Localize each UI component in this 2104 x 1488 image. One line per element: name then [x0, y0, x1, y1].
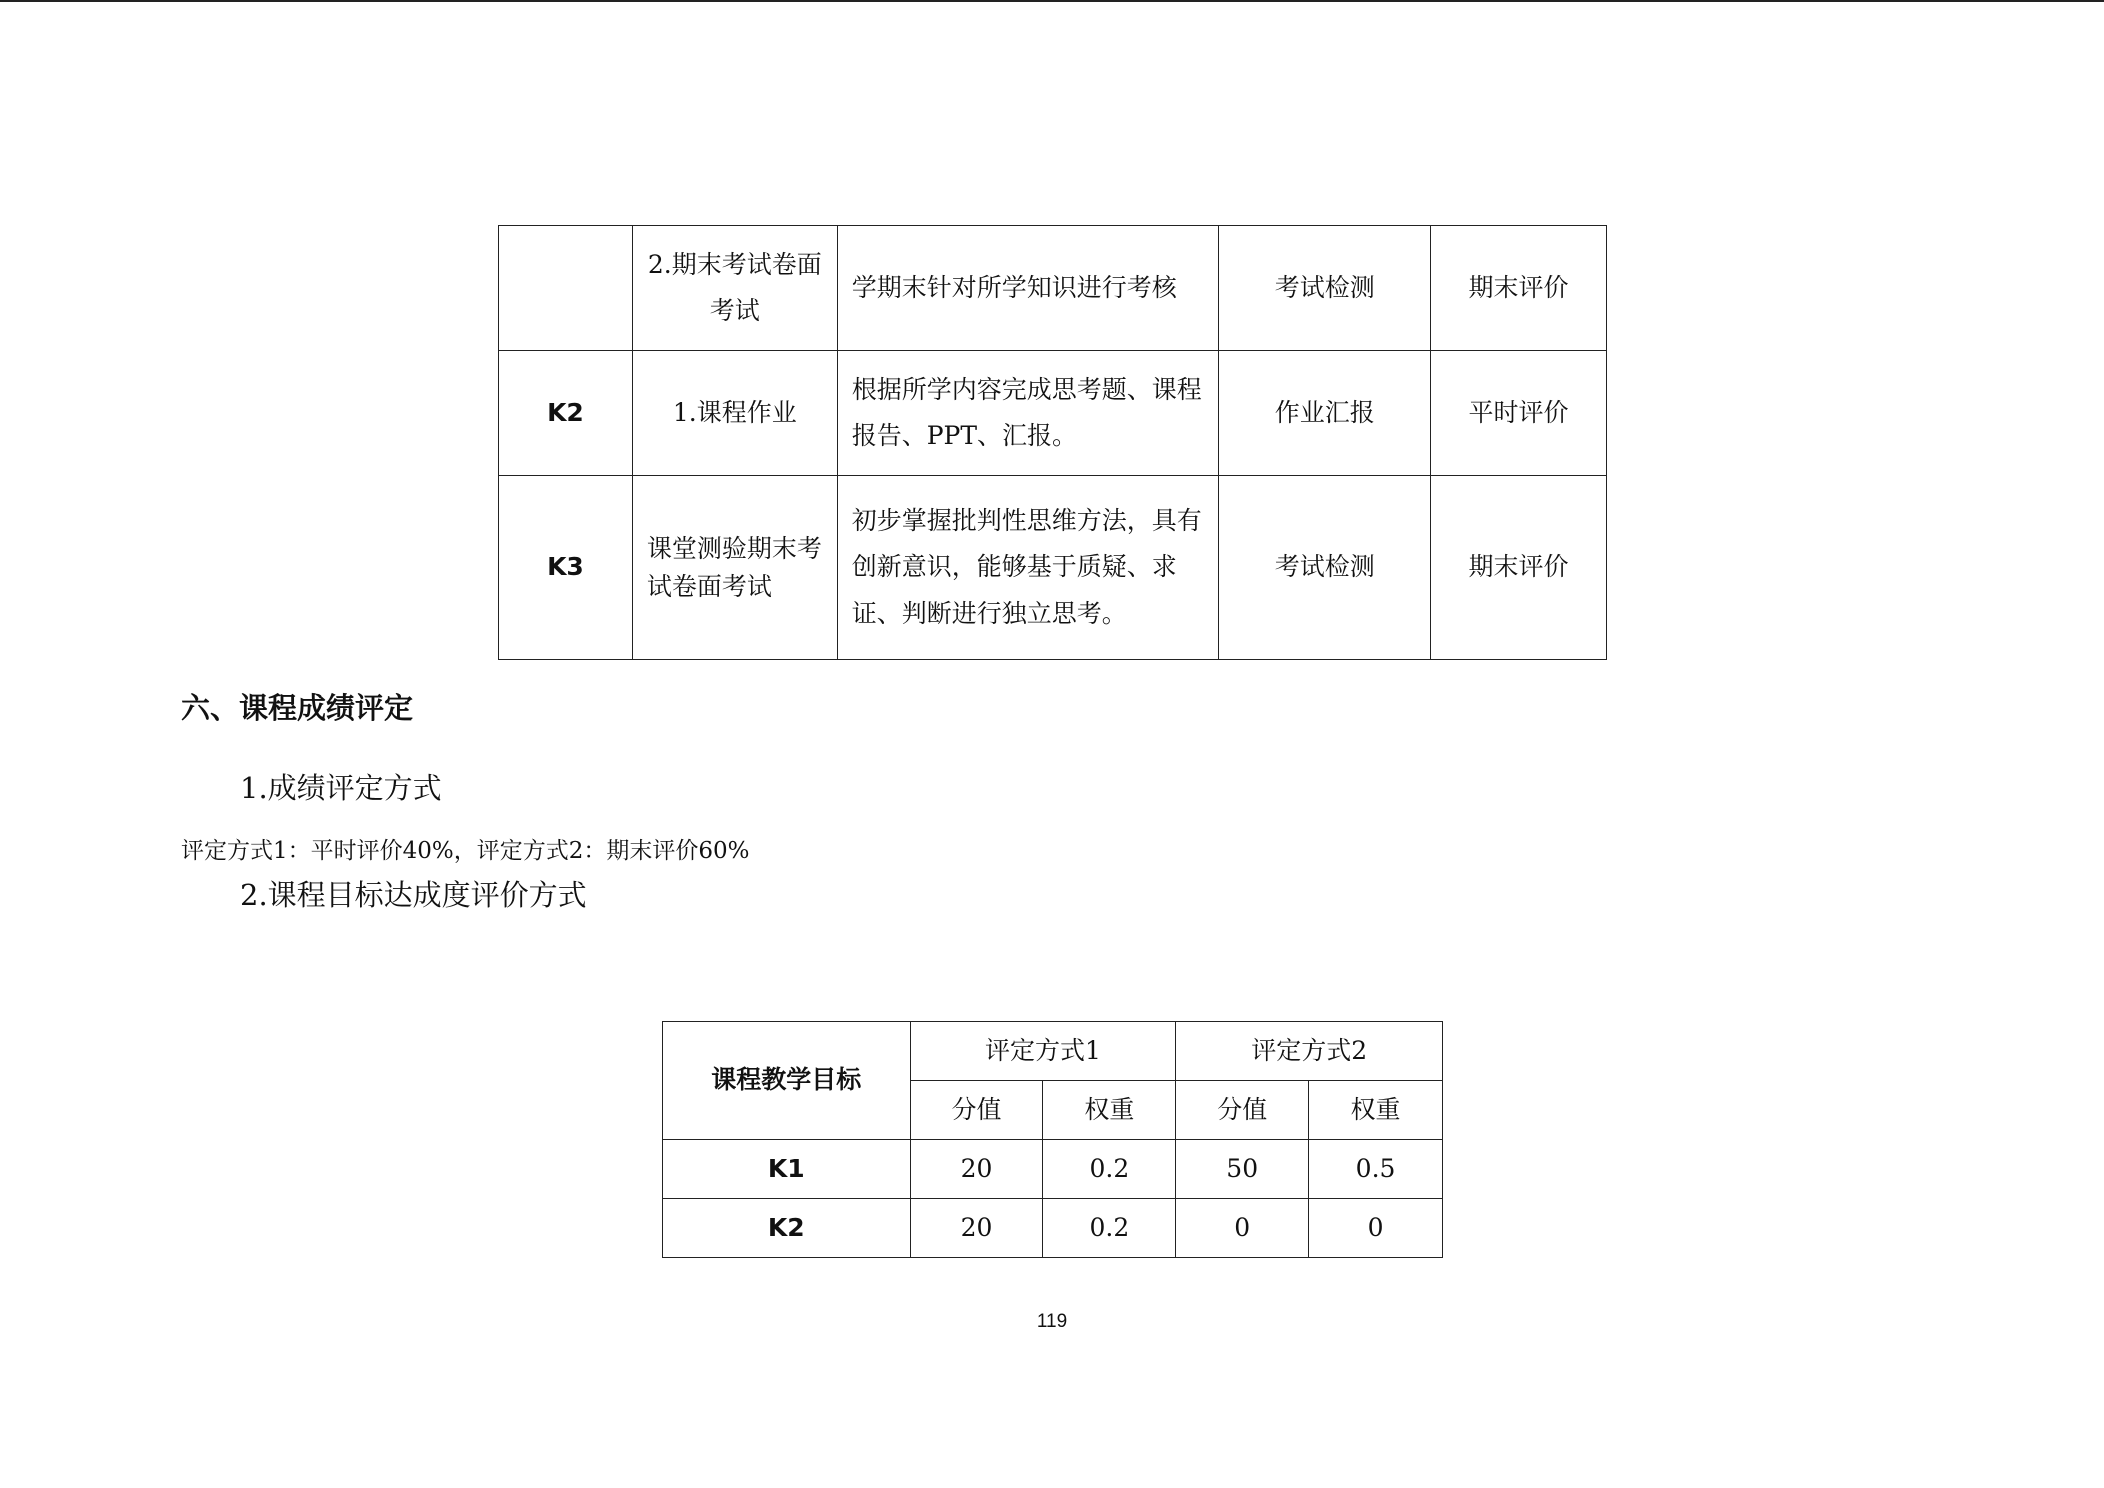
page-number: 119 [1036, 1311, 1068, 1332]
target-cell [499, 226, 633, 351]
score-cell: 0 [1176, 1199, 1309, 1258]
weight-cell: 0.2 [1043, 1199, 1176, 1258]
method-cell: 课堂测验期末考试卷面考试 [632, 476, 837, 660]
content-cell: 根据所学内容完成思考题、课程报告、PPT、汇报。 [837, 351, 1219, 476]
detect-cell: 考试检测 [1219, 476, 1431, 660]
subsection-achievement-method: 2.课程目标达成度评价方式 [240, 878, 587, 912]
subsection-grading-method: 1.成绩评定方式 [240, 771, 442, 805]
evaluation-cell: 期末评价 [1431, 476, 1607, 660]
detect-cell: 作业汇报 [1219, 351, 1431, 476]
detect-cell: 考试检测 [1219, 226, 1431, 351]
evaluation-cell: 期末评价 [1431, 226, 1607, 351]
header-course-target: 课程教学目标 [663, 1022, 911, 1140]
header-score: 分值 [1176, 1081, 1309, 1140]
score-cell: 20 [910, 1199, 1043, 1258]
score-cell: 20 [910, 1140, 1043, 1199]
table-row [499, 226, 1607, 351]
target-cell: K2 [663, 1199, 911, 1258]
table-row [499, 476, 1607, 660]
weight-cell: 0.2 [1043, 1140, 1176, 1199]
target-cell: K3 [499, 476, 633, 660]
header-score: 分值 [910, 1081, 1043, 1140]
section-heading: 六、课程成绩评定 [181, 691, 414, 725]
grading-weights-text: 评定方式1：平时评价40%，评定方式2：期末评价60% [181, 838, 750, 864]
header-method-2: 评定方式2 [1176, 1022, 1443, 1081]
table-row [663, 1199, 1443, 1258]
content-cell: 学期末针对所学知识进行考核 [837, 226, 1219, 351]
header-weight: 权重 [1043, 1081, 1176, 1140]
content-cell: 初步掌握批判性思维方法，具有创新意识，能够基于质疑、求证、判断进行独立思考。 [837, 476, 1219, 660]
table-row [663, 1140, 1443, 1199]
target-cell: K2 [499, 351, 633, 476]
header-weight: 权重 [1309, 1081, 1443, 1140]
score-cell: 50 [1176, 1140, 1309, 1199]
achievement-evaluation-table [662, 1021, 1443, 1258]
top-border-line [0, 0, 2104, 2]
weight-cell: 0 [1309, 1199, 1443, 1258]
header-method-1: 评定方式1 [910, 1022, 1176, 1081]
target-cell: K1 [663, 1140, 911, 1199]
method-cell: 1.课程作业 [632, 351, 837, 476]
method-cell: 2.期末考试卷面考试 [632, 226, 837, 351]
assessment-methods-table [498, 225, 1607, 660]
table-row [499, 351, 1607, 476]
evaluation-cell: 平时评价 [1431, 351, 1607, 476]
weight-cell: 0.5 [1309, 1140, 1443, 1199]
table-header-row [663, 1022, 1443, 1081]
